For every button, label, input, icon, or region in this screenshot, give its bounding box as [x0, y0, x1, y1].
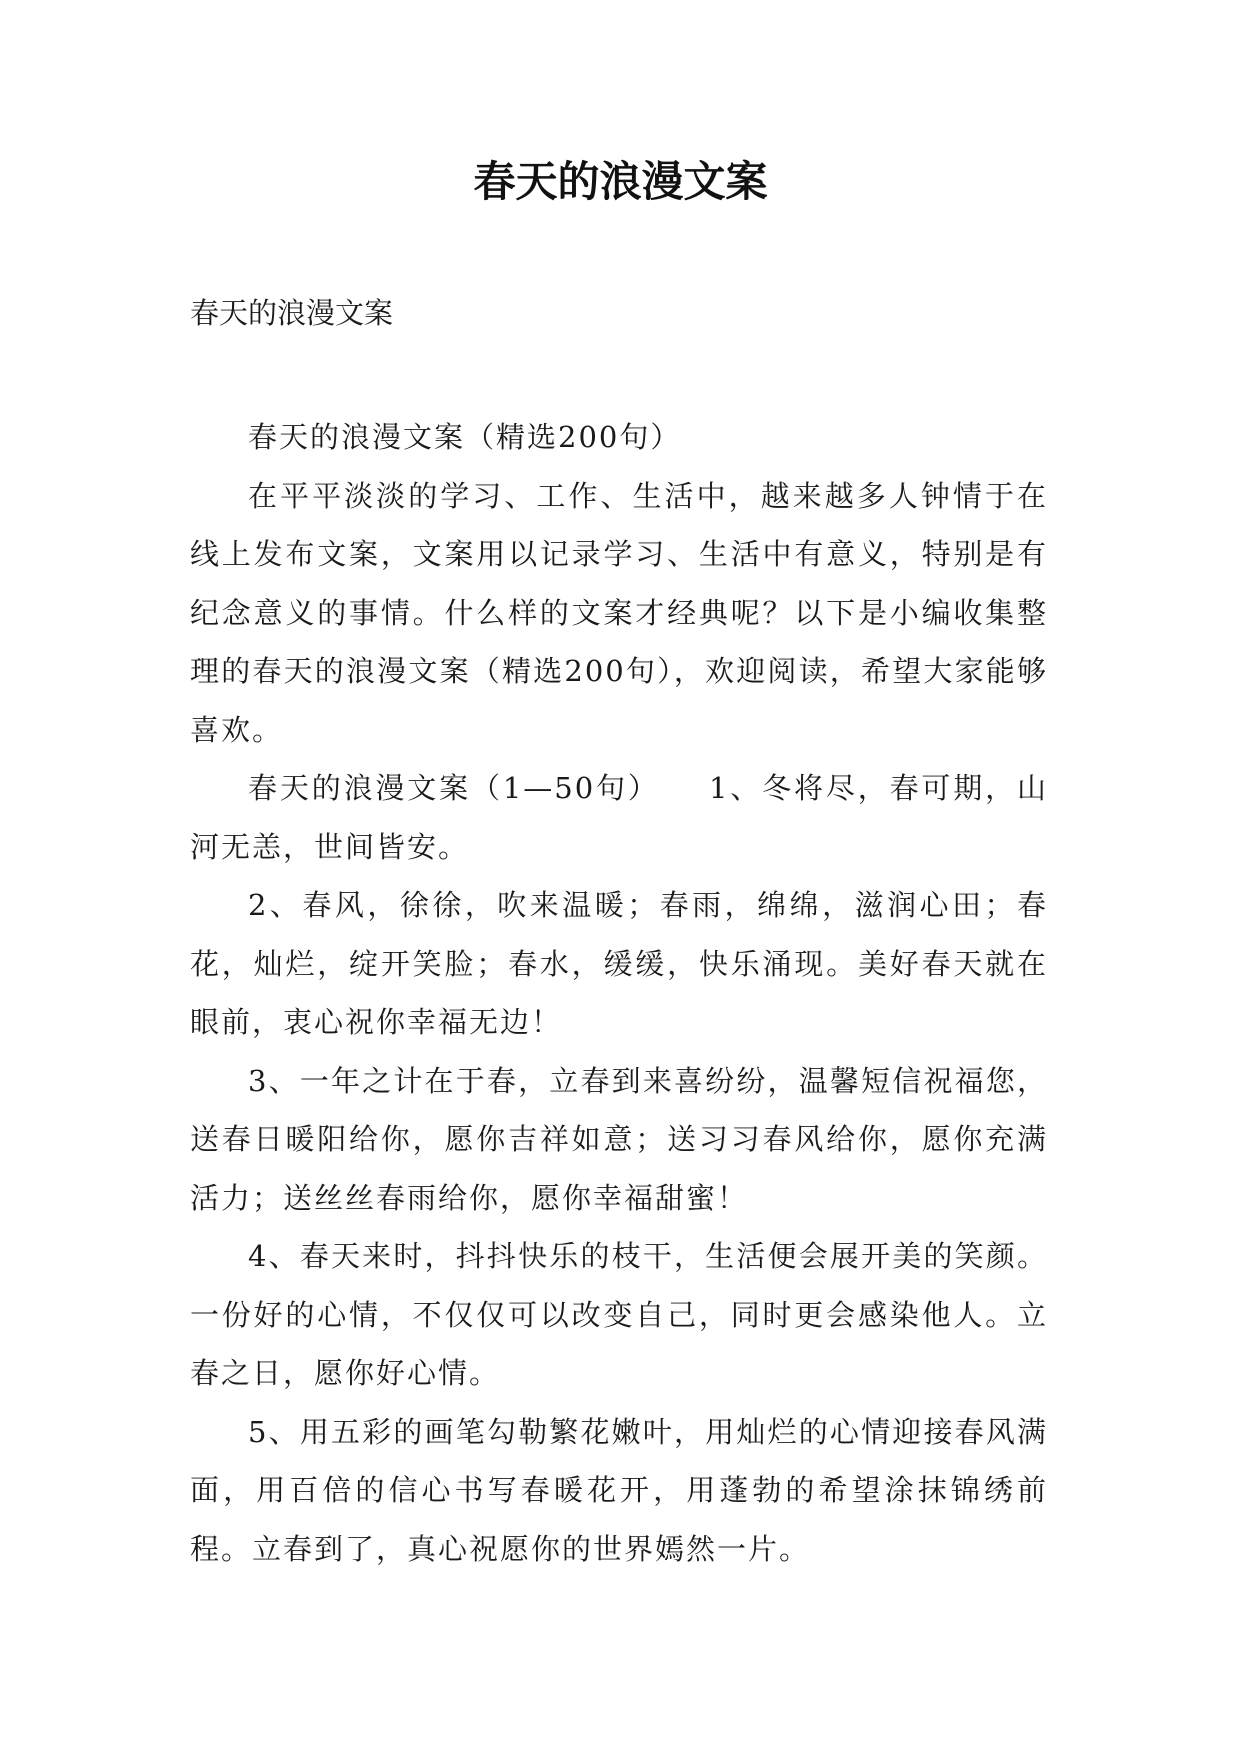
document-subtitle: 春天的浪漫文案	[190, 296, 394, 330]
paragraph-item-5: 5、用五彩的画笔勾勒繁花嫩叶，用灿烂的心情迎接春风满面，用百倍的信心书写春暖花开，用蓬勃的希望涂抹锦绣前程。立春到了，真心祝愿你的世界嫣然一片。	[190, 1414, 1048, 1566]
paragraph-item-4: 4、春天来时，抖抖快乐的枝干，生活便会展开美的笑颜。一份好的心情，不仅仅可以改变自己，同时更会感染他人。立春之日，愿你好心情。	[190, 1239, 1048, 1390]
paragraph-heading: 春天的浪漫文案（精选200句）	[248, 420, 682, 454]
paragraph-item-3: 3、一年之计在于春，立春到来喜纷纷，温馨短信祝福您，送春日暖阳给你，愿你吉祥如意；送习习春风给你，愿你充满活力；送丝丝春雨给你，愿你幸福甜蜜！	[190, 1063, 1048, 1215]
paragraph-item-1: 春天的浪漫文案（1—50句） 1、冬将尽，春可期，山河无恙，世间皆安。	[190, 771, 1048, 864]
paragraph-intro: 在平平淡淡的学习、工作、生活中，越来越多人钟情于在线上发布文案，文案用以记录学习、生活中有意义，特别是有纪念意义的事情。什么样的文案才经典呢？以下是小编收集整理的春天的浪漫文案（精选200句），欢迎阅读，希望大家能够喜欢。	[190, 478, 1048, 747]
document-body	[190, 408, 1048, 1578]
paragraph-item-2: 2、春风，徐徐，吹来温暖；春雨，绵绵，滋润心田；春花，灿烂，绽开笑脸；春水，缓缓，快乐涌现。美好春天就在眼前，衷心祝你幸福无边！	[190, 888, 1048, 1039]
document-title: 春天的浪漫文案	[473, 157, 768, 206]
